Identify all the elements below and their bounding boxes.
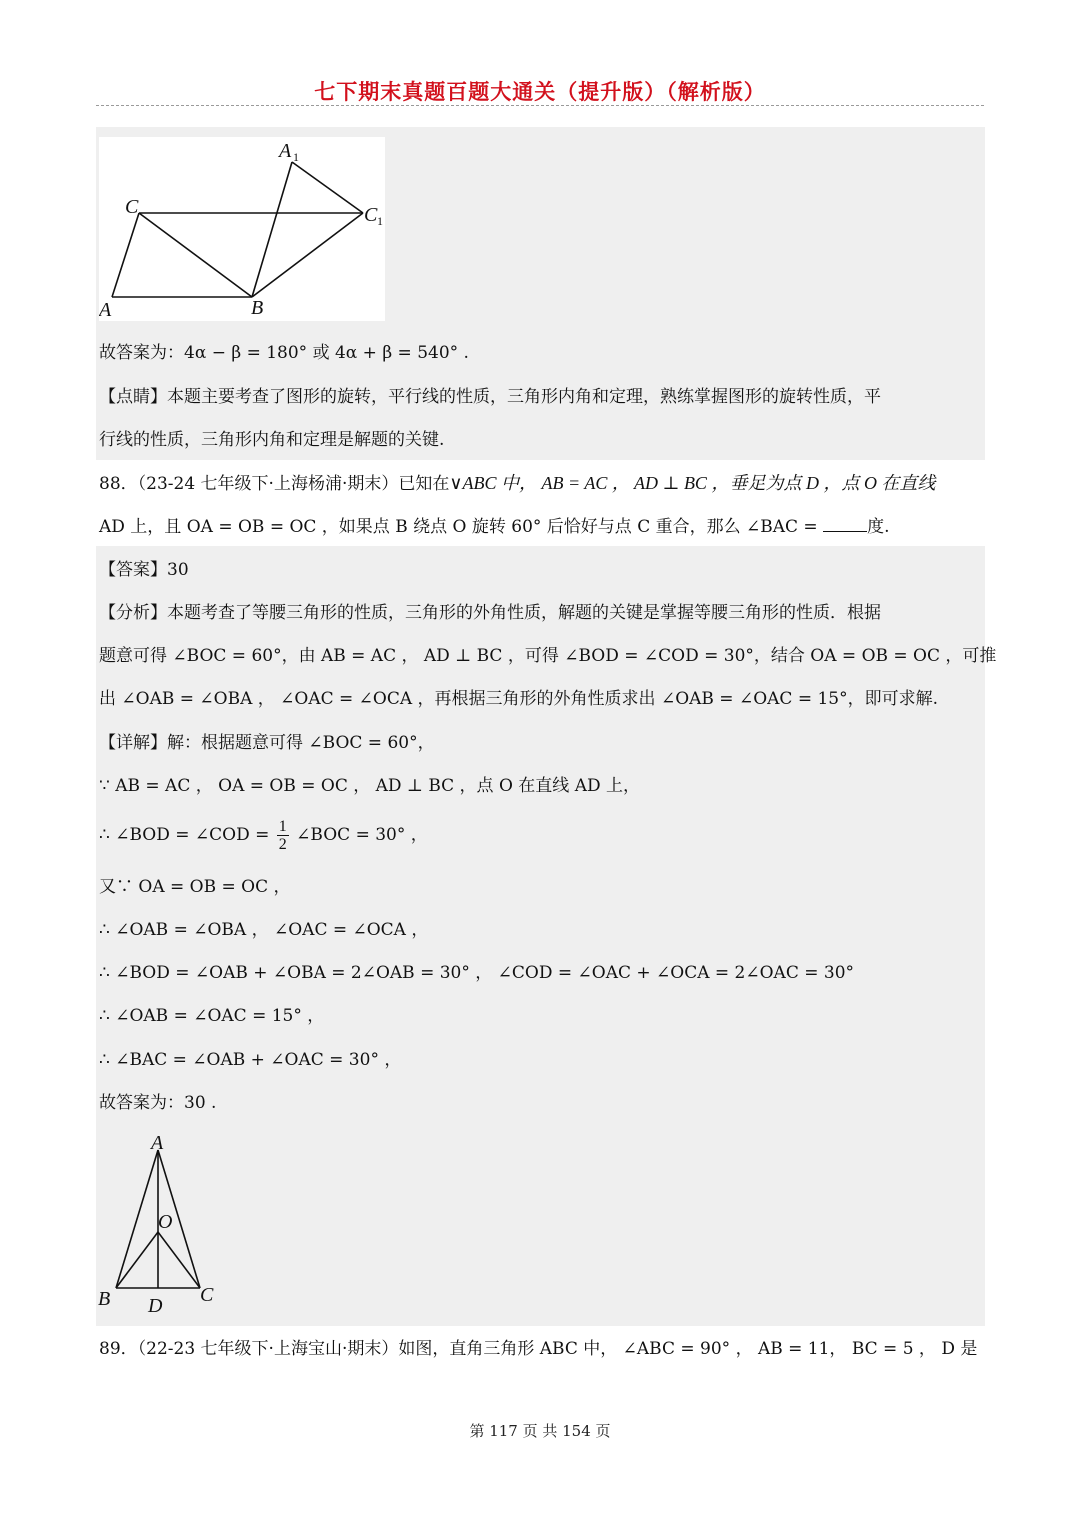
segment-A-B [116,1150,158,1288]
segment-A1-B [252,162,292,297]
fraction-one-half [277,818,289,853]
label-B: B [98,1288,111,1310]
question-88-statement: AD 上，且 OA = OB = OC ，如果点 B 绕点 O 旋转 60° 后恰好与点 C 重合，那么 ∠BAC = [99,517,818,537]
question-88-unit: 度. [867,517,890,537]
page-number: 第 117 页 共 154 页 [469,1422,611,1440]
question-88-condition: ∨ABC 中， AB = AC ， AD ⊥ BC ，垂足为点 D ，点 O 在直线 [449,473,936,493]
detail-88-line3-suffix: ∠BOC = 30° ， [296,825,428,845]
page-header-title: 七下期末真题百题大通关（提升版）（解析版） [314,79,766,104]
label-C1: C [364,204,378,226]
comment-87-line2: 行线的性质，三角形内角和定理是解题的关键. [99,430,445,450]
label-D: D [148,1295,163,1317]
analysis-88-line1: 【分析】本题考查了等腰三角形的性质，三角形的外角性质，解题的关键是掌握等腰三角形的性质．根据 [99,603,881,623]
answer-88: 【答案】30 [99,560,189,580]
label-C1-sub: 1 [377,214,383,228]
question-89-line1: 89．（22-23 七年级下·上海宝山·期末）如图，直角三角形 ABC 中， ∠ABC = 90° ， AB = 11， BC = 5 ， D 是 [99,1339,978,1359]
detail-88-line2: ∵ AB = AC ， OA = OB = OC ， AD ⊥ BC ，点 O 在直线 AD 上， [99,776,641,796]
segment-A-C [112,213,139,297]
answer-87: 故答案为：4α − β = 180° 或 4α + β = 540° . [99,343,469,363]
detail-88-line6: ∴ ∠BOD = ∠OAB + ∠OBA = 2∠OAB = 30° ， ∠COD = ∠OAC + ∠OCA = 2∠OAC = 30° [99,963,855,983]
detail-88-line7: ∴ ∠OAB = ∠OAC = 15° ， [99,1006,325,1026]
label-A: A [151,1132,164,1154]
label-C: C [125,196,139,218]
segment-B-C1 [252,213,363,297]
segment-O-B [116,1232,158,1288]
figure-rotation [99,137,385,321]
question-88-line2 [99,514,979,540]
segment-C-B [139,213,252,297]
detail-88-line5: ∴ ∠OAB = ∠OBA ， ∠OAC = ∠OCA ， [99,920,429,940]
label-C: C [200,1284,214,1306]
detail-88-line1: 【详解】解：根据题意可得 ∠BOC = 60°， [99,733,435,753]
detail-88-line8: ∴ ∠BAC = ∠OAB + ∠OAC = 30° ， [99,1050,402,1070]
label-B: B [251,297,264,319]
comment-87-line1: 【点睛】本题主要考查了图形的旋转，平行线的性质，三角形内角和定理，熟练掌握图形的旋转性质，平 [99,387,881,407]
label-A1-sub: 1 [293,150,299,164]
label-O: O [158,1211,173,1233]
rotation-diagram [99,137,385,321]
final-answer-88: 故答案为：30 . [99,1093,217,1113]
fraction-denominator: 2 [278,836,287,853]
figure-isosceles [96,1128,226,1318]
label-A: A [99,299,112,321]
segment-O-C [158,1232,200,1288]
detail-88-line3-prefix: ∴ ∠BOD = ∠COD = [99,825,270,845]
answer-blank [823,515,867,532]
analysis-88-line2: 题意可得 ∠BOC = 60°，由 AB = AC ， AD ⊥ BC ，可得 ∠BOD = ∠COD = 30°，结合 OA = OB = OC ，可推 [99,646,997,666]
analysis-88-line3: 出 ∠OAB = ∠OBA ， ∠OAC = ∠OCA ，再根据三角形的外角性质求出 ∠OAB = ∠OAC = 15°，即可求解. [99,689,939,709]
segment-A1-C1 [292,162,363,213]
label-A1: A [279,140,292,162]
question-88-line1 [99,470,979,497]
detail-88-line3 [99,813,979,857]
fraction-numerator: 1 [278,818,287,835]
question-88-source: 88．（23-24 七年级下·上海杨浦·期末）已知在 [99,474,450,494]
isosceles-diagram [96,1128,226,1318]
header-divider [96,105,984,106]
detail-88-line4: 又∵ OA = OB = OC ， [99,877,291,897]
